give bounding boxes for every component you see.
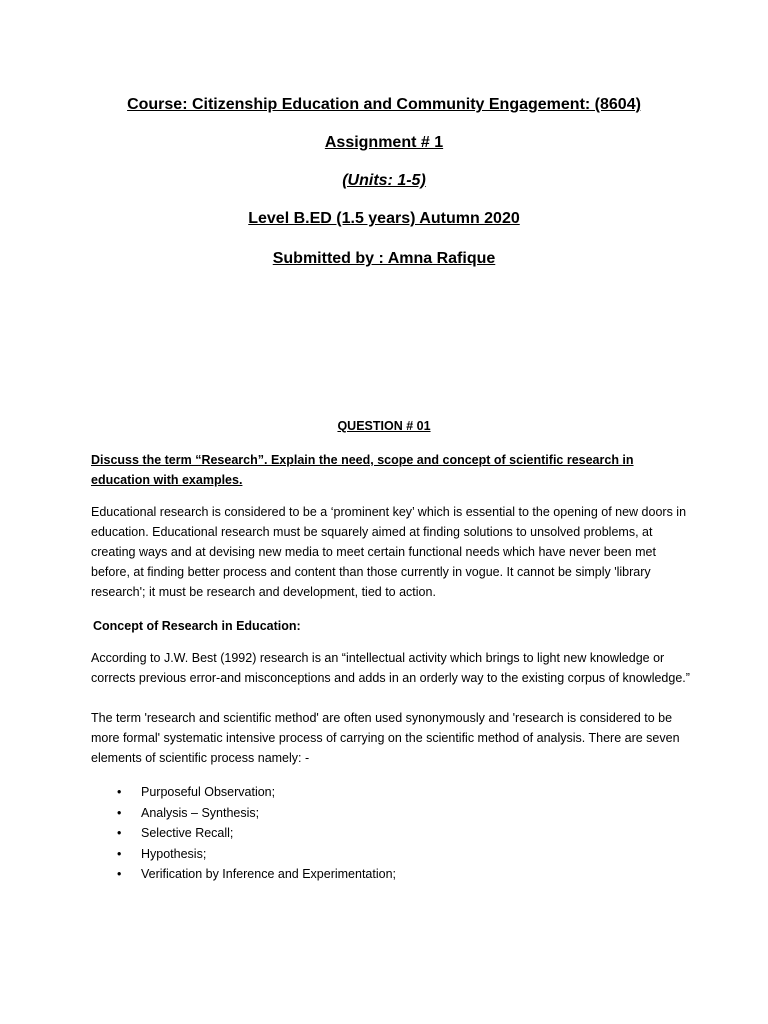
list-item: [91, 864, 691, 885]
list-item-label: Purposeful Observation;: [141, 785, 276, 799]
question-text: Discuss the term “Research”. Explain the need, scope and concept of scientific research in education with examples.: [91, 453, 634, 487]
list-item: [91, 844, 691, 865]
list-item-label: Hypothesis;: [141, 846, 207, 861]
list-item-label: Selective Recall;: [141, 826, 234, 840]
list-item-label: Verification by Inference and Experimentation;: [141, 867, 397, 881]
question-number: QUESTION # 01: [337, 419, 431, 433]
concept-heading: Concept of Research in Education:: [93, 619, 301, 633]
submitted-by: Submitted by : Amna Rafique: [272, 250, 496, 267]
best-quote-paragraph: According to J.W. Best (1992) research is an “intellectual activity which brings to light new knowledge or corrects previous error-and misconceptions and adds in an orderly way to the existing corpus of knowledge.”: [91, 651, 690, 685]
elements-list: [91, 782, 691, 885]
scientific-method-paragraph: The term 'research and scientific method' are often used synonymously and 'research is considered to be more formal' systematic intensive process of carrying on the scientific method of analysis. There are seven elements of scientific process namely: -: [91, 711, 680, 765]
bullet-icon: •: [117, 785, 122, 799]
level-title: Level B.ED (1.5 years) Autumn 2020: [248, 210, 520, 227]
intro-paragraph: Educational research is considered to be a ‘prominent key’ which is essential to the opening of new doors in education. Educational research must be squarely aimed at finding solutions to unsolved problems, at creating ways and at devising new media to meet certain functional needs which have never been met before, at finding better process and content than those currently in vogue. It cannot be simply 'library research'; it must be research and development, tied to action.: [91, 505, 687, 599]
list-item: [91, 803, 691, 824]
bullet-icon: •: [117, 846, 122, 861]
bullet-icon: •: [117, 867, 122, 881]
list-item-label: Analysis – Synthesis;: [141, 805, 260, 820]
bullet-icon: •: [117, 805, 122, 820]
list-item: [91, 782, 691, 803]
list-item: [91, 823, 691, 844]
bullet-icon: •: [117, 826, 122, 840]
course-title: Course: Citizenship Education and Community Engagement: (8604): [127, 96, 641, 113]
units-title: (Units: 1-5): [342, 172, 426, 189]
assignment-title: Assignment # 1: [324, 134, 444, 151]
